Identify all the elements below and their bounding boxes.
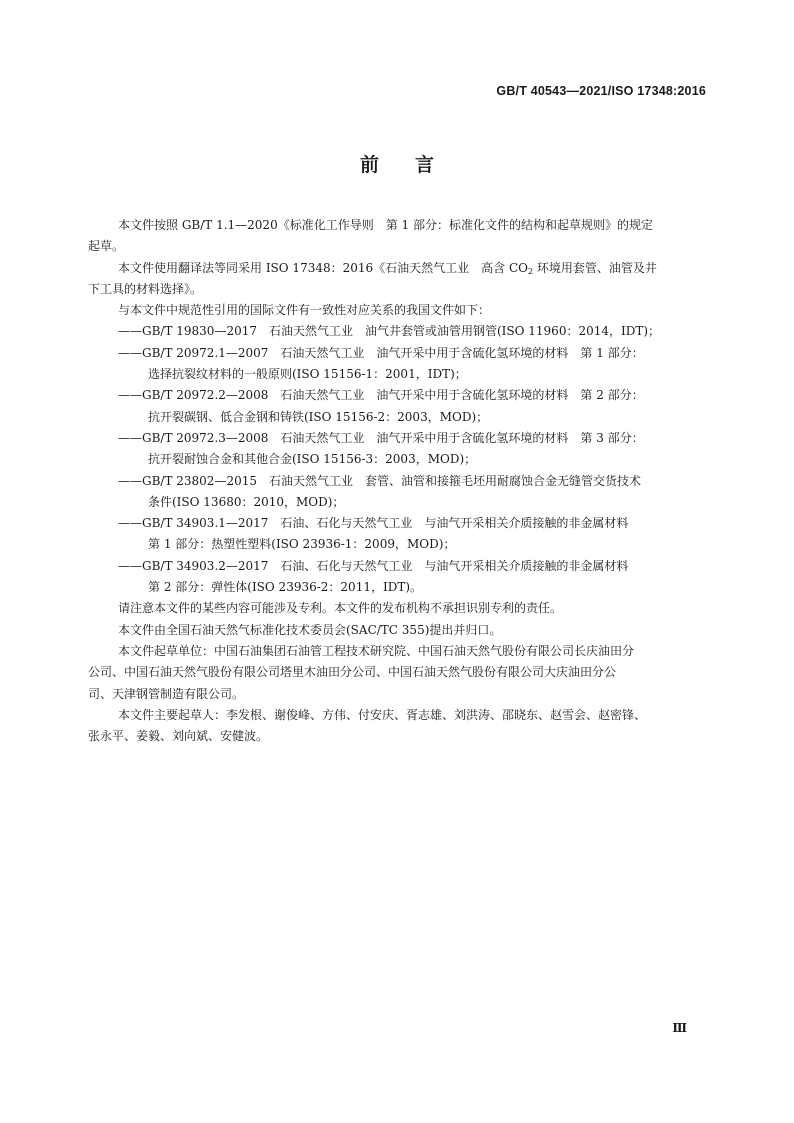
document-body bbox=[88, 215, 706, 747]
paragraph-line: 下工具的材料选择》。 bbox=[88, 281, 203, 296]
reference-entry-cont: 第 1 部分：热塑性塑料(ISO 23936-1：2009，MOD)； bbox=[148, 537, 456, 552]
reference-entry-cont: 条件(ISO 13680：2010，MOD)； bbox=[148, 494, 345, 509]
paragraph-line: 请注意本文件的某些内容可能涉及专利。本文件的发布机构不承担识别专利的责任。 bbox=[118, 601, 563, 616]
paragraph-line: 公司、中国石油天然气股份有限公司塔里木油田分公司、中国石油天然气股份有限公司大庆油田分公 bbox=[88, 665, 617, 680]
text-run: 本文件使用翻译法等同采用 ISO 17348：2016《石油天然气工业 高含 CO bbox=[118, 260, 528, 275]
reference-entry: ——GB/T 23802—2015 石油天然气工业 套管、油管和接箍毛坯用耐腐蚀合金无缝管交货技术 bbox=[118, 473, 641, 488]
paragraph-line: 起草。 bbox=[88, 239, 125, 254]
paragraph-line bbox=[118, 258, 706, 279]
reference-entry: ——GB/T 19830—2017 石油天然气工业 油气井套管或油管用钢管(ISO 11960：2014，IDT)； bbox=[118, 324, 661, 339]
paragraph-line: 本文件起草单位：中国石油集团石油管工程技术研究院、中国石油天然气股份有限公司长庆油田分 bbox=[118, 643, 635, 658]
paragraph-line: 本文件由全国石油天然气标准化技术委员会(SAC/TC 355)提出并归口。 bbox=[118, 622, 502, 637]
reference-entry: ——GB/T 20972.2—2008 石油天然气工业 油气开采中用于含硫化氢环境的材料 第 2 部分： bbox=[118, 388, 644, 403]
reference-entry: ——GB/T 20972.3—2008 石油天然气工业 油气开采中用于含硫化氢环境的材料 第 3 部分： bbox=[118, 430, 644, 445]
page-title: 前言 bbox=[359, 154, 470, 176]
reference-entry-cont: 选择抗裂纹材料的一般原则(ISO 15156-1：2001，IDT)； bbox=[148, 367, 467, 382]
paragraph-line: 与本文件中规范性引用的国际文件有一致性对应关系的我国文件如下： bbox=[118, 303, 491, 318]
paragraph-line: 本文件主要起草人：李发根、谢俊峰、方伟、付安庆、胥志雄、刘洪涛、邵晓东、赵雪会、赵密锋、 bbox=[118, 707, 647, 722]
reference-entry-cont: 抗开裂碳钢、低合金钢和铸铁(ISO 15156-2：2003，MOD)； bbox=[148, 409, 489, 424]
text-run: 环境用套管、油管及井 bbox=[533, 260, 657, 275]
paragraph-line: 本文件按照 GB/T 1.1—2020《标准化工作导则 第 1 部分：标准化文件的结构和起草规则》的规定 bbox=[118, 218, 653, 232]
standard-code: GB/T 40543—2021/ISO 17348:2016 bbox=[496, 84, 706, 98]
paragraph-line: 张永平、姜毅、刘向斌、安健波。 bbox=[88, 729, 269, 744]
reference-entry-cont: 抗开裂耐蚀合金和其他合金(ISO 15156-3：2003，MOD)； bbox=[148, 452, 477, 467]
reference-entry: ——GB/T 34903.1—2017 石油、石化与天然气工业 与油气开采相关介质接触的非金属材料 bbox=[118, 516, 629, 531]
reference-entry-cont: 第 2 部分：弹性体(ISO 23936-2：2011，IDT)。 bbox=[148, 580, 423, 595]
page-number: Ⅲ bbox=[672, 1021, 687, 1035]
reference-entry: ——GB/T 20972.1—2007 石油天然气工业 油气开采中用于含硫化氢环境的材料 第 1 部分： bbox=[118, 345, 644, 360]
reference-entry: ——GB/T 34903.2—2017 石油、石化与天然气工业 与油气开采相关介质接触的非金属材料 bbox=[118, 558, 629, 573]
subscript: 2 bbox=[527, 266, 534, 276]
paragraph-line: 司、天津钢管制造有限公司。 bbox=[88, 686, 245, 701]
